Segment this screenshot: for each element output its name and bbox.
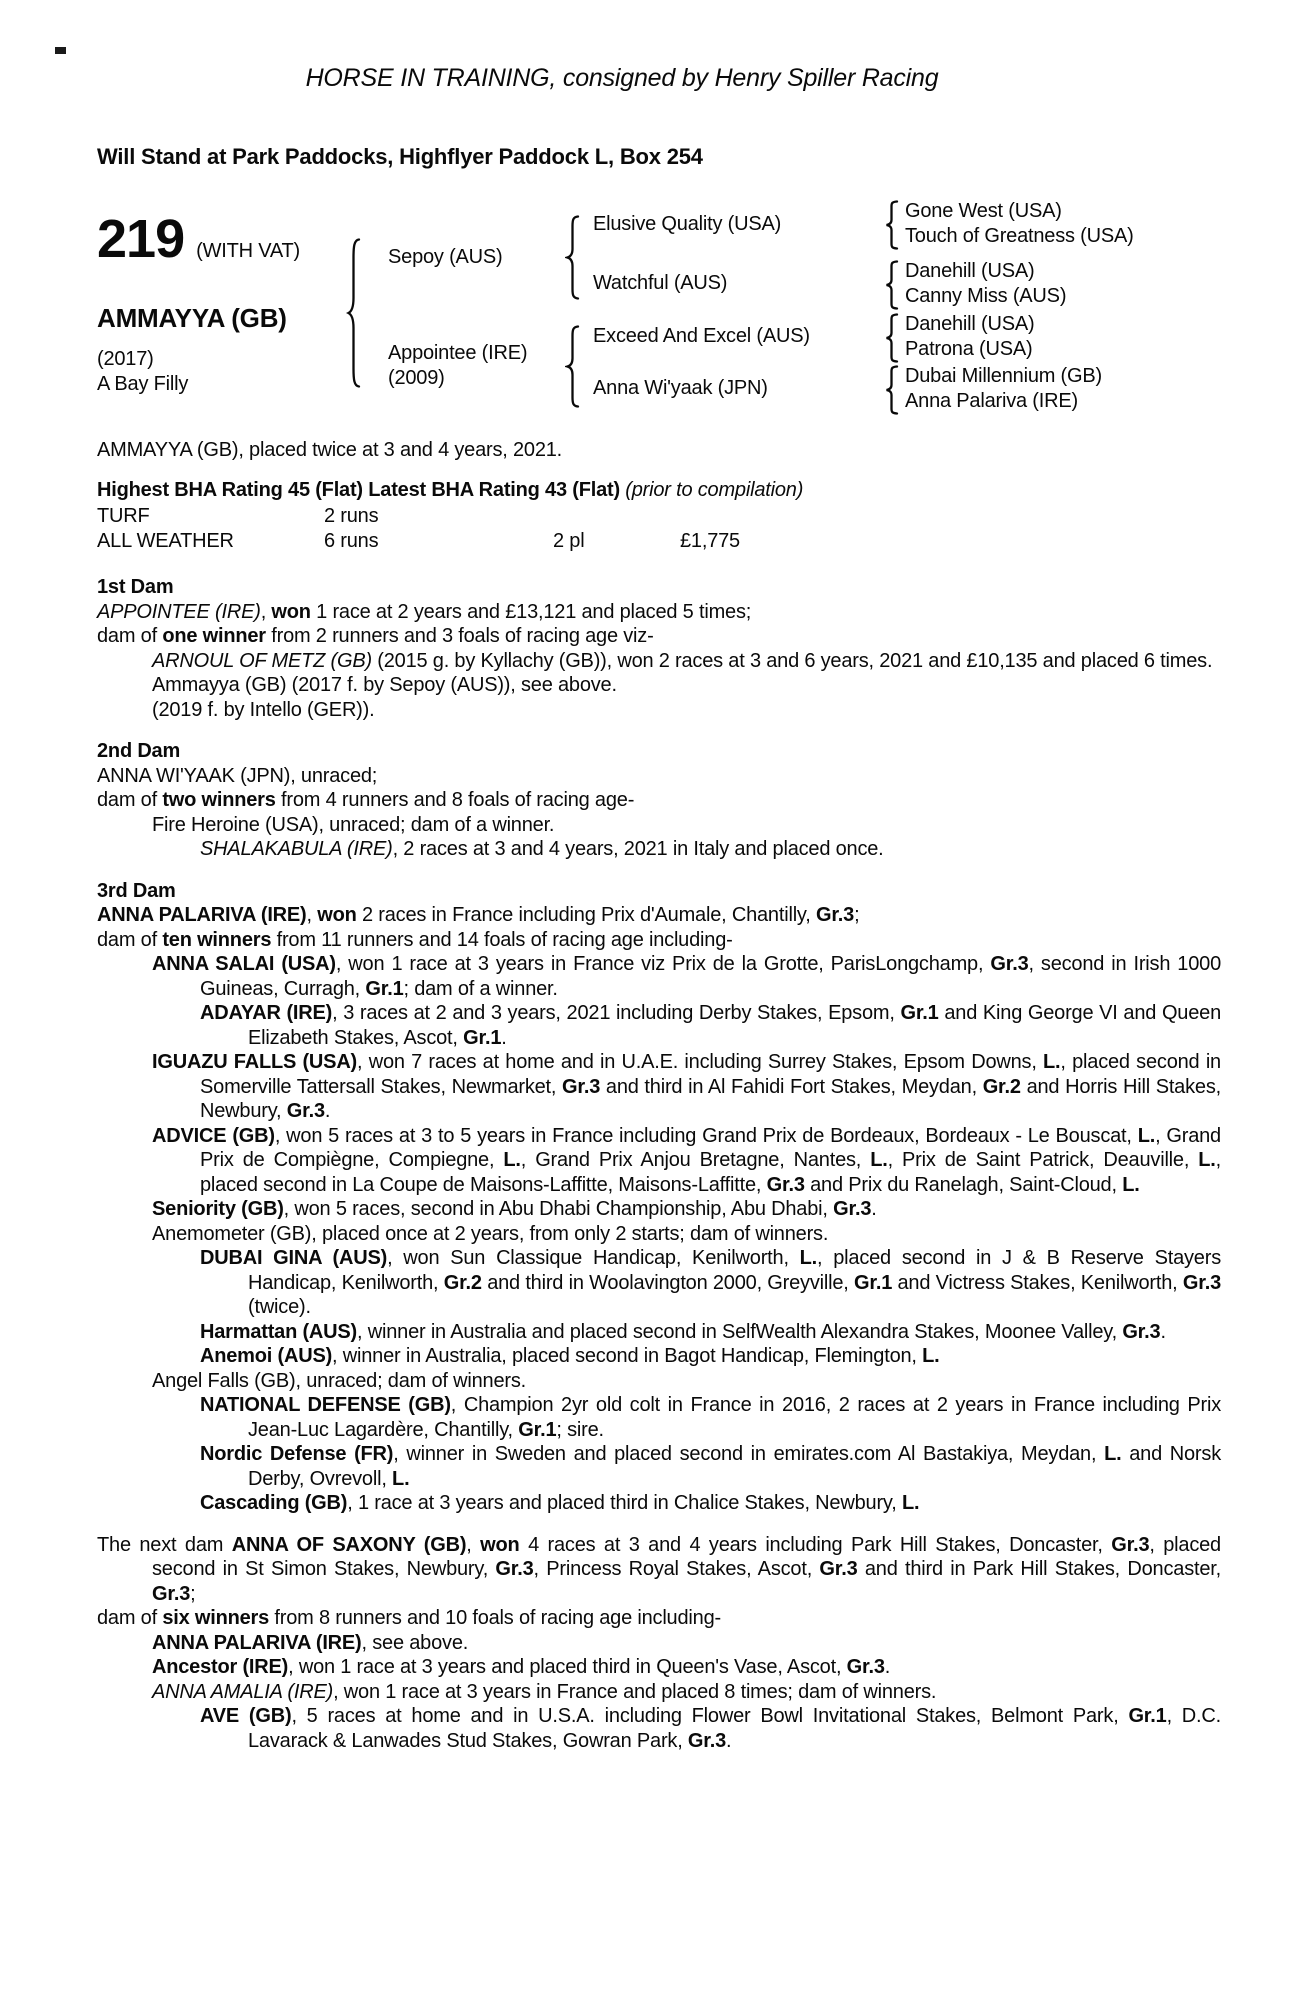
catalogue-paragraph: dam of ten winners from 11 runners and 14 foals of racing age including- — [97, 928, 733, 951]
surface-label: ALL WEATHER — [97, 530, 234, 552]
dam-sections — [97, 575, 1221, 1753]
surface-label: TURF — [97, 505, 150, 527]
catalogue-paragraph: IGUAZU FALLS (USA), won 7 races at home and in U.A.E. including Surrey Stakes, Epsom Downs, L., placed second in Somerville Tattersall Stakes, Newmarket, Gr.3 and third in Al Fahidi Fort Stakes, Meydan, Gr.2 and Horris Hill Stakes, Newbury, Gr.3. — [152, 1051, 1221, 1122]
pedigree-gg-pair-3 — [905, 312, 1034, 362]
catalogue-paragraph: The next dam ANNA OF SAXONY (GB), won 4 races at 3 and 4 years including Park Hill Stakes, Doncaster, Gr.3, placed second in St Simon Stakes, Newbury, Gr.3, Princess Royal Stakes, Ascot, Gr.3 and third in Park Hill Stakes, Doncaster, Gr.3; — [97, 1533, 1221, 1605]
pedigree-name: Dubai Millennium (GB) — [905, 365, 1102, 387]
section-heading: 3rd Dam — [97, 879, 176, 902]
catalogue-paragraph: dam of one winner from 2 runners and 3 foals of racing age viz- — [97, 625, 654, 647]
catalogue-paragraph: Harmattan (AUS), winner in Australia and placed second in SelfWealth Alexandra Stakes, Moonee Valley, Gr.3. — [200, 1320, 1166, 1343]
pedigree-section — [97, 879, 1221, 1516]
catalogue-paragraph: Fire Heroine (USA), unraced; dam of a winner. — [152, 813, 555, 836]
pedigree-dam — [388, 341, 527, 391]
runs-value: 6 runs — [324, 530, 379, 552]
pedigree-section — [97, 575, 1221, 722]
catalogue-paragraph: ADVICE (GB), won 5 races at 3 to 5 years in France including Grand Prix de Bordeaux, Bordeaux - Le Bouscat, L., Grand Prix de Compiègne, Compiegne, L., Grand Prix Anjou Bretagne, Nantes, L., Prix de Saint Patrick, Deauville, L., placed second in La Coupe de Maisons-Laffitte, Maisons-Laffitte, Gr.3 and Prix du Ranelagh, Saint-Cloud, L. — [152, 1124, 1221, 1196]
pedigree-name: Gone West (USA) — [905, 200, 1062, 222]
stand-location-line: Will Stand at Park Paddocks, Highflyer Paddock L, Box 254 — [97, 144, 703, 169]
pedigree-gg-pair-2 — [905, 259, 1066, 309]
pedigree-dam-sire: Exceed And Excel (AUS) — [593, 325, 810, 347]
runs-value: 2 runs — [324, 505, 379, 527]
catalogue-paragraph: SHALAKABULA (IRE), 2 races at 3 and 4 years, 2021 in Italy and placed once. — [200, 838, 884, 860]
catalogue-paragraph: Nordic Defense (FR), winner in Sweden and placed second in emirates.com Al Bastakiya, Meydan, L. and Norsk Derby, Ovrevoll, L. — [200, 1443, 1221, 1490]
race-record-summary: AMMAYYA (GB), placed twice at 3 and 4 years, 2021. — [97, 439, 563, 461]
catalogue-paragraph: ADAYAR (IRE), 3 races at 2 and 3 years, 2021 including Derby Stakes, Epsom, Gr.1 and King George VI and Queen Elizabeth Stakes, Ascot, Gr.1. — [200, 1002, 1221, 1049]
pedigree-sire: Sepoy (AUS) — [388, 246, 503, 268]
catalogue-paragraph: Seniority (GB), won 5 races, second in Abu Dhabi Championship, Abu Dhabi, Gr.3. — [152, 1198, 877, 1220]
catalogue-paragraph: ANNA PALARIVA (IRE), see above. — [152, 1631, 469, 1654]
pedigree-gg-pair-1 — [905, 199, 1134, 249]
pedigree-dam-dam: Anna Wi'yaak (JPN) — [593, 377, 768, 399]
catalogue-paragraph: Ammayya (GB) (2017 f. by Sepoy (AUS)), see above. — [152, 674, 617, 696]
pedigree-brace-gg2 — [884, 260, 900, 315]
catalogue-paragraph: AVE (GB), 5 races at home and in U.S.A. including Flower Bowl Invitational Stakes, Belmont Park, Gr.1, D.C. Lavarack & Lanwades Stud Stakes, Gowran Park, Gr.3. — [200, 1705, 1221, 1752]
pedigree-dam-name: Appointee (IRE) — [388, 342, 528, 364]
pedigree-sire-dam: Watchful (AUS) — [593, 272, 728, 294]
catalogue-paragraph: (2019 f. by Intello (GER)). — [152, 698, 375, 721]
pedigree-name: Danehill (USA) — [905, 260, 1035, 282]
pedigree-gg-pair-4 — [905, 364, 1102, 414]
catalogue-paragraph: DUBAI GINA (AUS), won Sun Classique Handicap, Kenilworth, L., placed second in J & B Reserve Stayers Handicap, Kenilworth, Gr.2 and third in Woolavington 2000, Greyville, Gr.1 and Victress Stakes, Kenilworth, Gr.3 (twice). — [200, 1247, 1222, 1318]
pedigree-section — [97, 1533, 1221, 1754]
colour-sex-description: A Bay Filly — [97, 373, 189, 395]
bha-rating-line — [97, 479, 803, 502]
bha-rating-note: (prior to compilation) — [625, 479, 804, 501]
lot-header — [97, 209, 301, 269]
ratings-row-all-weather — [97, 529, 1221, 554]
earnings-value: £1,775 — [680, 530, 740, 552]
catalogue-paragraph: NATIONAL DEFENSE (GB), Champion 2yr old colt in France in 2016, 2 races at 2 years in France including Prix Jean-Luc Lagardère, Chantilly, Gr.1; sire. — [200, 1394, 1221, 1441]
pedigree-section — [97, 739, 1221, 862]
catalogue-paragraph: Anemometer (GB), placed once at 2 years, from only 2 starts; dam of winners. — [152, 1222, 829, 1245]
vat-note: (WITH VAT) — [196, 240, 301, 262]
catalogue-paragraph: ARNOUL OF METZ (GB) (2015 g. by Kyllachy (GB)), won 2 races at 3 and 6 years, 2021 and £10,135 and placed 6 times. — [152, 649, 1213, 672]
lot-number: 219 — [97, 209, 185, 269]
pedigree-sire-sire: Elusive Quality (USA) — [593, 213, 782, 235]
pedigree-brace-gg3 — [884, 313, 900, 368]
bha-rating-values: Highest BHA Rating 45 (Flat) Latest BHA Rating 43 (Flat) — [97, 479, 620, 501]
placings-value: 2 pl — [553, 530, 585, 552]
catalogue-paragraph: ANNA AMALIA (IRE), won 1 race at 3 years in France and placed 8 times; dam of winners. — [152, 1680, 937, 1703]
pedigree-name: Touch of Greatness (USA) — [905, 225, 1134, 247]
catalogue-paragraph: ANNA PALARIVA (IRE), won 2 races in France including Prix d'Aumale, Chantilly, Gr.3; — [97, 904, 860, 926]
catalogue-paragraph: dam of two winners from 4 runners and 8 foals of racing age- — [97, 789, 635, 811]
pedigree-brace-sire — [565, 215, 581, 305]
catalogue-paragraph: Anemoi (AUS), winner in Australia, placed second in Bagot Handicap, Flemington, L. — [200, 1345, 940, 1367]
pedigree-brace-main — [346, 238, 362, 393]
section-heading: 1st Dam — [97, 576, 174, 598]
scan-artifact — [55, 47, 66, 54]
ratings-row-turf — [97, 504, 1221, 529]
catalogue-paragraph: ANNA WI'YAAK (JPN), unraced; — [97, 764, 378, 787]
pedigree-brace-gg1 — [884, 200, 900, 255]
catalogue-paragraph: dam of six winners from 8 runners and 10 foals of racing age including- — [97, 1607, 721, 1629]
pedigree-name: Anna Palariva (IRE) — [905, 390, 1078, 412]
catalogue-paragraph: Angel Falls (GB), unraced; dam of winners. — [152, 1369, 526, 1392]
pedigree-name: Danehill (USA) — [905, 313, 1035, 335]
catalogue-paragraph: APPOINTEE (IRE), won 1 race at 2 years and £13,121 and placed 5 times; — [97, 600, 752, 623]
pedigree-name: Patrona (USA) — [905, 338, 1033, 360]
pedigree-brace-dam — [565, 325, 581, 413]
pedigree-name: Canny Miss (AUS) — [905, 285, 1067, 307]
catalogue-paragraph: Ancestor (IRE), won 1 race at 3 years and placed third in Queen's Vase, Ascot, Gr.3. — [152, 1656, 891, 1678]
section-heading: 2nd Dam — [97, 740, 181, 762]
catalogue-paragraph: Cascading (GB), 1 race at 3 years and placed third in Chalice Stakes, Newbury, L. — [200, 1492, 920, 1514]
foaling-year: (2017) — [97, 348, 154, 370]
page-title: HORSE IN TRAINING, consigned by Henry Spiller Racing — [305, 64, 939, 92]
catalogue-paragraph: ANNA SALAI (USA), won 1 race at 3 years in France viz Prix de la Grotte, ParisLongchamp, Gr.3, second in Irish 1000 Guineas, Curragh, Gr.1; dam of a winner. — [152, 953, 1222, 1000]
pedigree-brace-gg4 — [884, 365, 900, 420]
pedigree-dam-year: (2009) — [388, 367, 445, 389]
horse-name: AMMAYYA (GB) — [97, 303, 287, 333]
